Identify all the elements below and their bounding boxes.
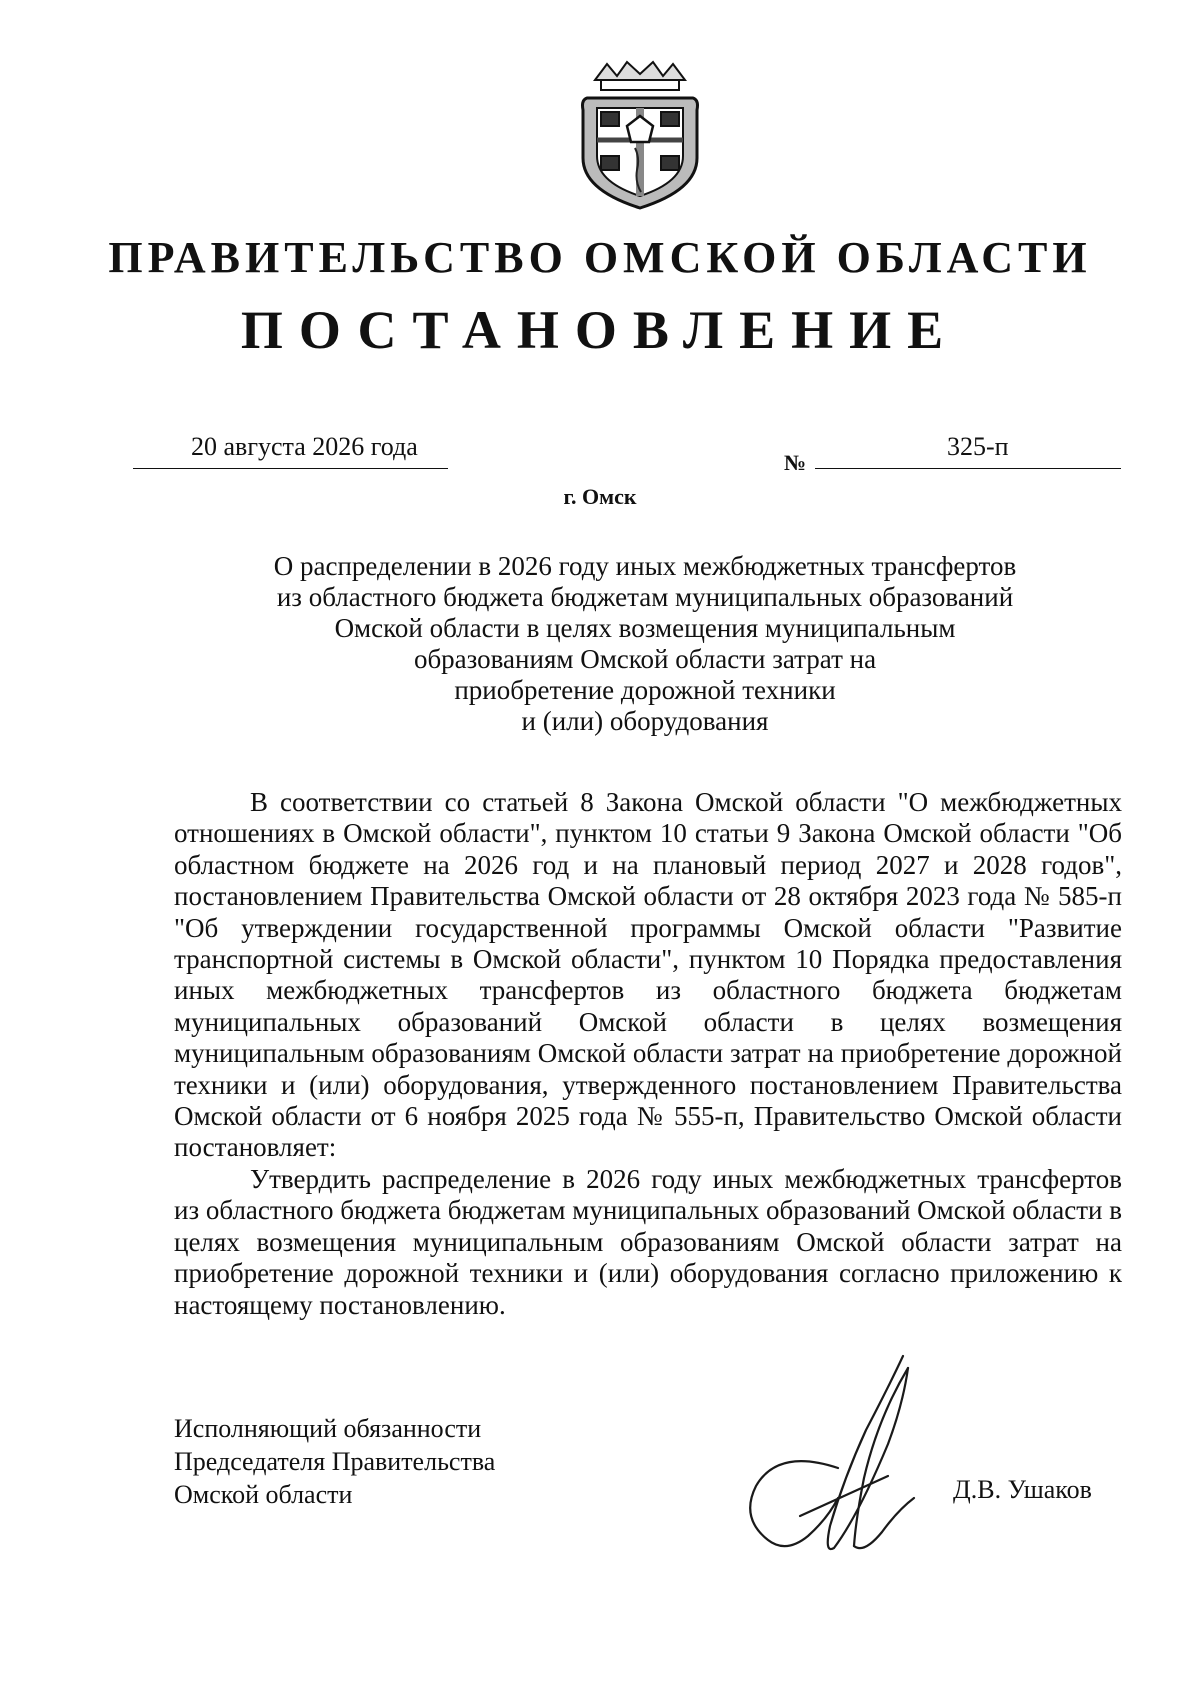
document-type-title: ПОСТАНОВЛЕНИЕ xyxy=(240,300,960,360)
body-paragraph: В соответствии со статьей 8 Закона Омской области "О межбюджетных отношениях в Омской области", пунктом 10 статьи 9 Закона Омской области "Об областном бюджете на 2026 год и на плановый период 2027 и 2028 годов", постановлением Правительства Омской области от 28 октября 2023 года № 585-п "Об утверждении государственной программы Омской области "Развитие транспортной системы в Омской области", пунктом 10 Порядка предоставления иных межбюджетных трансфертов из областного бюджета бюджетам муниципальных образований Омской области в целях возмещения муниципальным образованиям Омской области затрат на приобретение дорожной техники и (или) оборудования, утвержденного постановлением Правительства Омской области от 6 ноября 2025 года № 555-п, Правительство Омской области постановляет: xyxy=(174,787,1122,1163)
signatory-position-line: Омской области xyxy=(174,1480,353,1509)
document-number: 325-п xyxy=(947,432,1009,461)
date-field xyxy=(133,428,448,469)
city: г. Омск xyxy=(563,484,637,509)
signatory-position-line: Исполняющий обязанности xyxy=(174,1414,482,1443)
number-sign: № xyxy=(784,450,807,475)
signatory-position-line: Председателя Правительства xyxy=(174,1447,496,1476)
government-title: ПРАВИТЕЛЬСТВО ОМСКОЙ ОБЛАСТИ xyxy=(108,233,1092,282)
signatory-name: Д.В. Ушаков xyxy=(953,1475,1092,1504)
subject-line: О распределении в 2026 году иных межбюджетных трансфертов xyxy=(273,551,1017,581)
document-subject xyxy=(200,551,1090,737)
coat-of-arms-icon xyxy=(565,58,715,212)
subject-line: и (или) оборудования xyxy=(521,706,769,736)
signatory-position xyxy=(174,1412,495,1511)
handwritten-signature-icon xyxy=(738,1348,978,1588)
document-body xyxy=(174,787,1122,1321)
body-paragraph: Утвердить распределение в 2026 году иных межбюджетных трансфертов из областного бюджета бюджетам муниципальных образований Омской области в целях возмещения муниципальным образованиям Омской области затрат на приобретение дорожной техники и (или) оборудования согласно приложению к настоящему постановлению. xyxy=(174,1163,1122,1320)
subject-line: приобретение дорожной техники xyxy=(454,675,836,705)
subject-line: Омской области в целях возмещения муниципальным xyxy=(334,613,956,643)
subject-line: из областного бюджета бюджетам муниципальных образований xyxy=(276,582,1014,612)
number-field xyxy=(815,428,1121,469)
subject-line: образованиям Омской области затрат на xyxy=(413,644,877,674)
document-date: 20 августа 2026 года xyxy=(191,432,418,461)
